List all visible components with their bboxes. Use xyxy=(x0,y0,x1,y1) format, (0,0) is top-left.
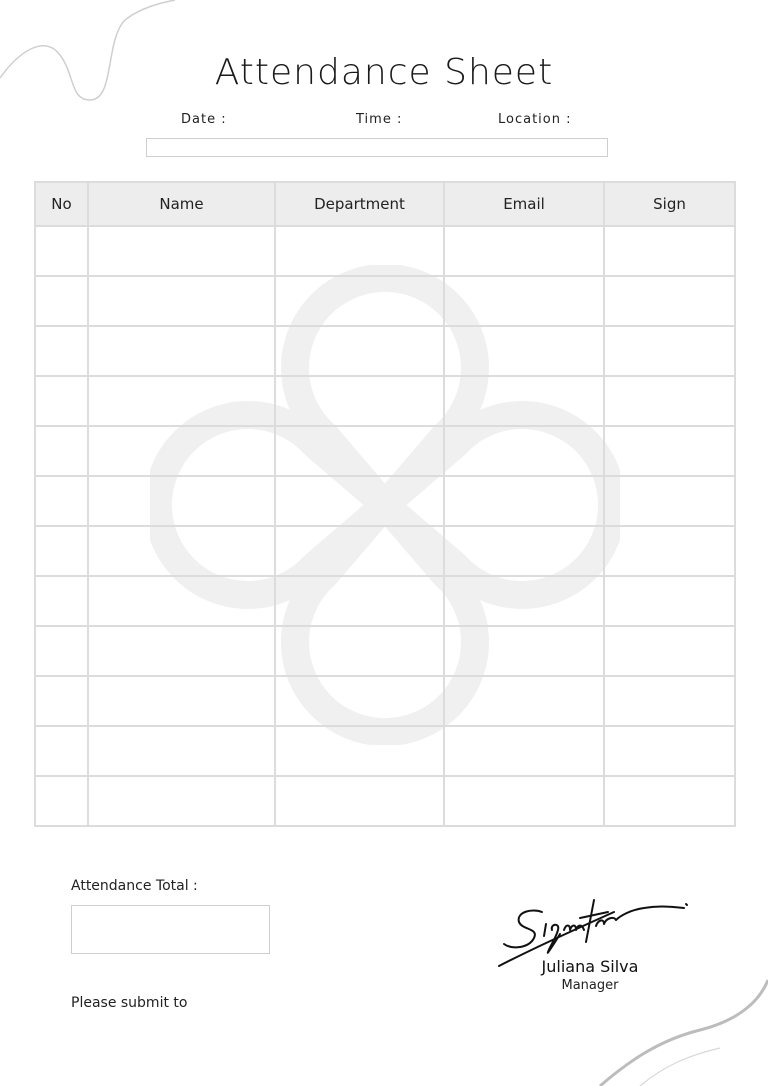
cell-email[interactable] xyxy=(444,526,604,576)
column-header-email: Email xyxy=(444,182,604,226)
cell-name[interactable] xyxy=(88,426,275,476)
cell-name[interactable] xyxy=(88,676,275,726)
table-row xyxy=(35,226,735,276)
cell-name[interactable] xyxy=(88,476,275,526)
page-title: Attendance Sheet xyxy=(214,52,554,93)
table-row xyxy=(35,576,735,626)
cell-sign[interactable] xyxy=(604,426,735,476)
cell-sign[interactable] xyxy=(604,726,735,776)
cell-no[interactable] xyxy=(35,726,88,776)
cell-name[interactable] xyxy=(88,376,275,426)
table-header-row xyxy=(35,182,735,226)
cell-no[interactable] xyxy=(35,676,88,726)
submit-to-label: Please submit to xyxy=(71,995,188,1011)
table-row xyxy=(35,726,735,776)
cell-email[interactable] xyxy=(444,326,604,376)
column-header-no: No xyxy=(35,182,88,226)
cell-name[interactable] xyxy=(88,226,275,276)
cell-sign[interactable] xyxy=(604,676,735,726)
signatory-role: Manager xyxy=(561,978,619,993)
cell-name[interactable] xyxy=(88,526,275,576)
cell-no[interactable] xyxy=(35,576,88,626)
cell-department[interactable] xyxy=(275,326,444,376)
table-row xyxy=(35,326,735,376)
cell-department[interactable] xyxy=(275,776,444,826)
cell-no[interactable] xyxy=(35,626,88,676)
cell-name[interactable] xyxy=(88,776,275,826)
cell-department[interactable] xyxy=(275,476,444,526)
cell-sign[interactable] xyxy=(604,776,735,826)
cell-email[interactable] xyxy=(444,726,604,776)
cell-sign[interactable] xyxy=(604,626,735,676)
attendance-table xyxy=(34,181,736,827)
cell-name[interactable] xyxy=(88,726,275,776)
time-label: Time : xyxy=(356,112,403,127)
cell-department[interactable] xyxy=(275,576,444,626)
cell-sign[interactable] xyxy=(604,276,735,326)
cell-no[interactable] xyxy=(35,376,88,426)
cell-email[interactable] xyxy=(444,776,604,826)
cell-no[interactable] xyxy=(35,426,88,476)
signatory-name: Juliana Silva xyxy=(541,957,639,976)
table-row xyxy=(35,626,735,676)
cell-name[interactable] xyxy=(88,276,275,326)
cell-department[interactable] xyxy=(275,626,444,676)
cell-no[interactable] xyxy=(35,276,88,326)
cell-sign[interactable] xyxy=(604,526,735,576)
cell-department[interactable] xyxy=(275,676,444,726)
cell-email[interactable] xyxy=(444,576,604,626)
cell-email[interactable] xyxy=(444,426,604,476)
cell-no[interactable] xyxy=(35,776,88,826)
cell-department[interactable] xyxy=(275,426,444,476)
cell-no[interactable] xyxy=(35,226,88,276)
cell-no[interactable] xyxy=(35,326,88,376)
table-row xyxy=(35,676,735,726)
cell-no[interactable] xyxy=(35,526,88,576)
cell-department[interactable] xyxy=(275,276,444,326)
table-row xyxy=(35,376,735,426)
attendance-total-field[interactable] xyxy=(71,905,270,954)
cell-sign[interactable] xyxy=(604,226,735,276)
cell-email[interactable] xyxy=(444,376,604,426)
cell-department[interactable] xyxy=(275,726,444,776)
cell-email[interactable] xyxy=(444,226,604,276)
cell-email[interactable] xyxy=(444,676,604,726)
table-row xyxy=(35,476,735,526)
cell-email[interactable] xyxy=(444,276,604,326)
cell-department[interactable] xyxy=(275,226,444,276)
table-row xyxy=(35,526,735,576)
cell-sign[interactable] xyxy=(604,376,735,426)
cell-department[interactable] xyxy=(275,526,444,576)
table-row xyxy=(35,426,735,476)
column-header-name: Name xyxy=(88,182,275,226)
cell-name[interactable] xyxy=(88,326,275,376)
date-label: Date : xyxy=(181,112,227,127)
column-header-department: Department xyxy=(275,182,444,226)
table-row xyxy=(35,276,735,326)
table-row xyxy=(35,776,735,826)
cell-department[interactable] xyxy=(275,376,444,426)
column-header-sign: Sign xyxy=(604,182,735,226)
attendance-total-label: Attendance Total : xyxy=(71,878,198,894)
cell-sign[interactable] xyxy=(604,476,735,526)
cell-name[interactable] xyxy=(88,576,275,626)
table-body xyxy=(35,226,735,826)
cell-sign[interactable] xyxy=(604,576,735,626)
cell-email[interactable] xyxy=(444,626,604,676)
cell-sign[interactable] xyxy=(604,326,735,376)
cell-name[interactable] xyxy=(88,626,275,676)
date-time-location-field[interactable] xyxy=(146,138,608,157)
cell-no[interactable] xyxy=(35,476,88,526)
cell-email[interactable] xyxy=(444,476,604,526)
location-label: Location : xyxy=(498,112,572,127)
